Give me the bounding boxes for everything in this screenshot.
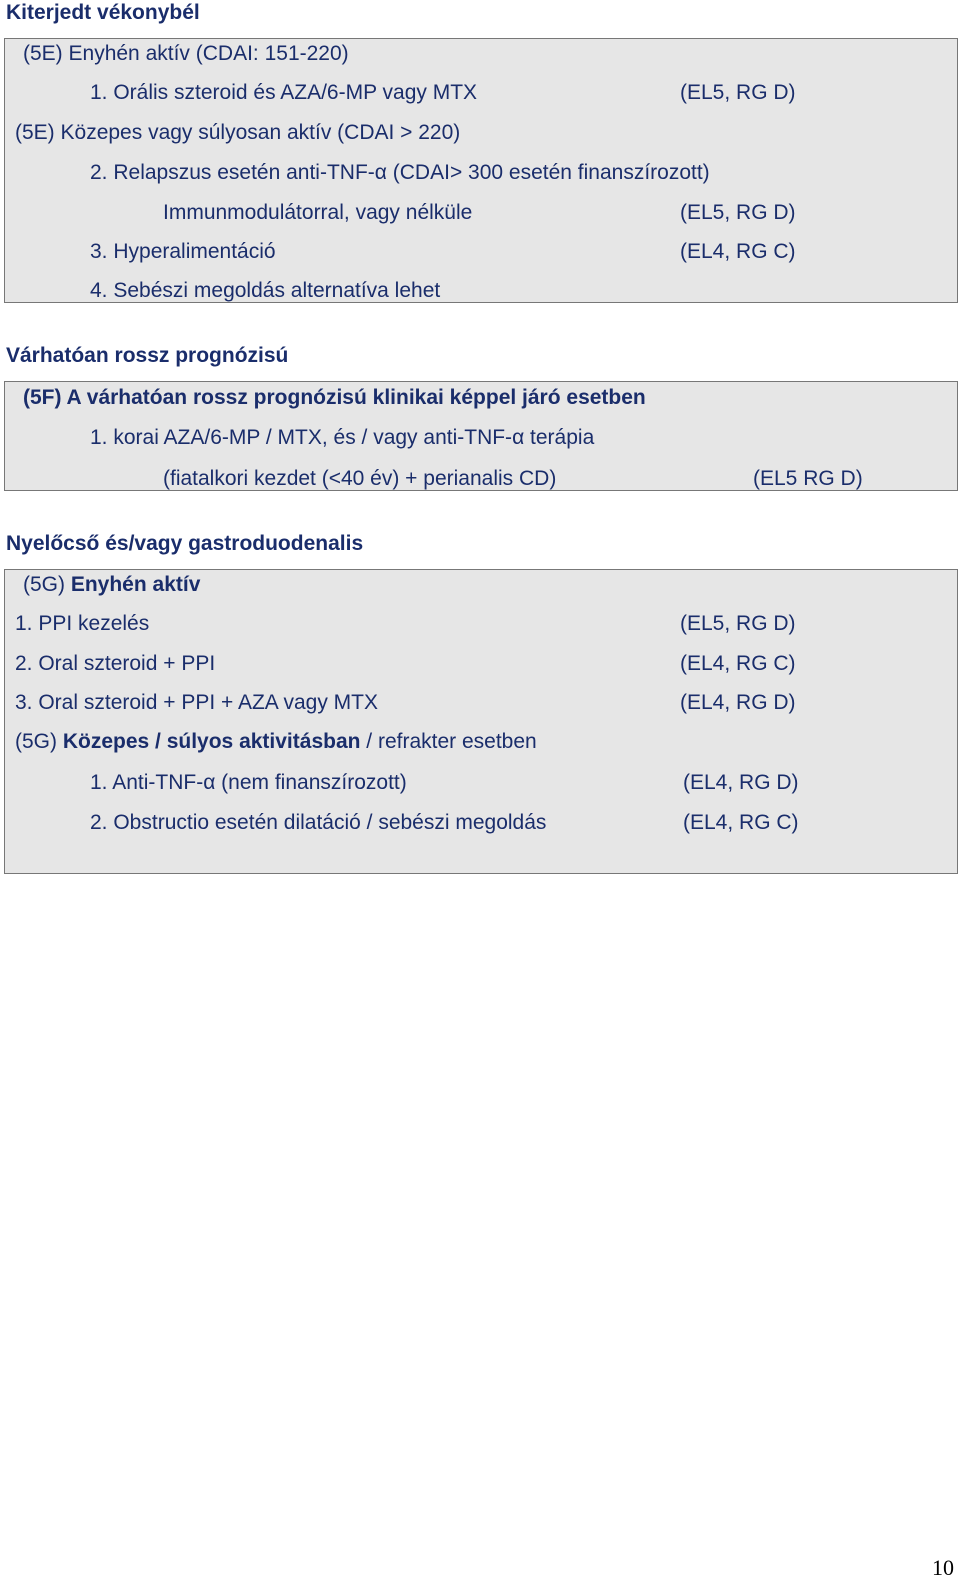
alpha-symbol: α	[374, 161, 387, 184]
severe-code: (5G)	[15, 730, 63, 753]
upper-gi-box	[4, 569, 958, 874]
alpha-symbol: α	[512, 426, 525, 449]
mild-code: (5G)	[23, 573, 71, 596]
section-heading-upper-gi: Nyelőcső és/vagy gastroduodenalis	[6, 532, 364, 555]
mild-active-header: (5E) Enyhén aktív (CDAI: 151-220)	[23, 42, 349, 65]
mild-active-header	[23, 572, 200, 598]
item-surgery-alternative: 4. Sebészi megoldás alternatíva lehet	[90, 279, 441, 302]
evidence-label: (EL5, RG D)	[680, 612, 796, 635]
evidence-label: (EL5 RG D)	[753, 467, 863, 490]
item-early-therapy-continuation: (fiatalkori kezdet (<40 év) + perianalis CD)	[163, 467, 557, 490]
item-relapse-suffix: (CDAI> 300 esetén finanszírozott)	[386, 161, 710, 184]
item-relapse	[90, 160, 710, 186]
evidence-label: (EL4, RG C)	[680, 652, 796, 675]
item-obstruction: 2. Obstructio esetén dilatáció / sebészi megoldás	[90, 811, 547, 834]
evidence-label: (EL5, RG D)	[680, 201, 796, 224]
section-heading-small-bowel: Kiterjedt vékonybél	[6, 1, 200, 24]
severe-label: Közepes / súlyos aktivitásban	[62, 730, 361, 753]
evidence-label: (EL5, RG D)	[680, 81, 796, 104]
item-oral-steroid-ppi: 2. Oral szteroid + PPI	[15, 652, 216, 675]
alpha-symbol: α	[203, 771, 216, 794]
evidence-label: (EL4, RG C)	[680, 240, 796, 263]
item-ppi: 1. PPI kezelés	[15, 612, 150, 635]
poor-prognosis-header: (5F) A várhatóan rossz prognózisú klinikai képpel járó esetben	[23, 386, 646, 409]
item-early-therapy	[90, 425, 594, 451]
mild-label: Enyhén aktív	[70, 573, 201, 596]
item-anti-tnf-prefix: 1. Anti-TNF-	[90, 771, 204, 794]
item-relapse-continuation: Immunmodulátorral, vagy nélküle	[163, 201, 473, 224]
item-anti-tnf	[90, 770, 407, 796]
item-oral-steroid-ppi-aza: 3. Oral szteroid + PPI + AZA vagy MTX	[15, 691, 378, 714]
item-oral-steroid: 1. Orális szteroid és AZA/6-MP vagy MTX	[90, 81, 478, 104]
evidence-label: (EL4, RG C)	[683, 811, 799, 834]
item-early-therapy-prefix: 1. korai AZA/6-MP / MTX, és / vagy anti-TNF-	[90, 426, 513, 449]
item-hyperalimentation: 3. Hyperalimentáció	[90, 240, 276, 263]
severe-suffix: / refrakter esetben	[360, 730, 537, 753]
small-bowel-box	[4, 38, 958, 303]
item-anti-tnf-suffix: (nem finanszírozott)	[215, 771, 407, 794]
item-relapse-prefix: 2. Relapszus esetén anti-TNF-	[90, 161, 375, 184]
evidence-label: (EL4, RG D)	[683, 771, 799, 794]
page-number: 10	[932, 1555, 954, 1580]
item-early-therapy-suffix: terápia	[524, 426, 595, 449]
section-heading-poor-prognosis: Várhatóan rossz prognózisú	[6, 344, 289, 367]
severe-active-header: (5E) Közepes vagy súlyosan aktív (CDAI > 220)	[15, 121, 461, 144]
evidence-label: (EL4, RG D)	[680, 691, 796, 714]
severe-active-header	[15, 729, 537, 755]
poor-prognosis-box	[4, 381, 958, 491]
